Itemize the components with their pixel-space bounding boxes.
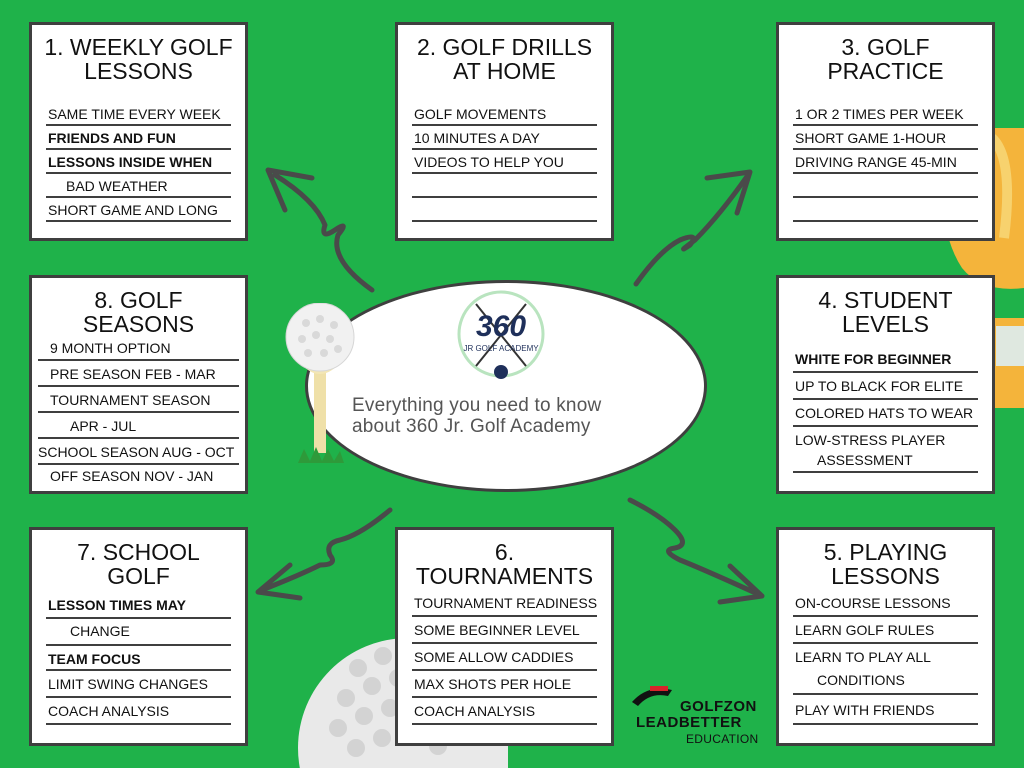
brand-name: GOLFZON xyxy=(680,698,757,715)
list-item: DRIVING RANGE 45-MIN xyxy=(793,150,978,174)
golfer-icon xyxy=(628,682,678,710)
list-item: MAX SHOTS PER HOLE xyxy=(412,671,597,698)
arrow-to-school xyxy=(262,510,390,590)
list-item: 1 OR 2 TIMES PER WEEK xyxy=(793,102,978,126)
golf-tee-icon xyxy=(284,303,360,465)
list-item: SHORT GAME AND LONG xyxy=(46,198,231,222)
list-item: CHANGE xyxy=(70,623,130,639)
box-title: 1. WEEKLY GOLF LESSONS xyxy=(44,34,233,84)
list-item: CONDITIONS xyxy=(793,668,978,695)
brand-edu: EDUCATION xyxy=(686,732,759,746)
box-title: 4. STUDENT LEVELS xyxy=(818,287,953,337)
list-item: TOURNAMENT SEASON xyxy=(38,387,239,413)
logo-number: 360 xyxy=(475,310,527,343)
box-weekly-lessons xyxy=(29,22,248,241)
list-item xyxy=(412,174,597,198)
list-item: COLORED HATS TO WEAR xyxy=(793,400,978,427)
list-item: LOW-STRESS PLAYER xyxy=(795,432,946,448)
box-title: 3. GOLF PRACTICE xyxy=(827,34,944,84)
arrow-to-weekly xyxy=(275,175,372,290)
list-item: LEARN TO PLAY ALL xyxy=(795,649,931,665)
list-item: SAME TIME EVERY WEEK xyxy=(46,102,231,126)
list-item: SOME BEGINNER LEVEL xyxy=(412,617,597,644)
academy-logo xyxy=(448,290,554,382)
list-item: SOME ALLOW CADDIES xyxy=(412,644,597,671)
brand-sub: LEADBETTER xyxy=(636,714,742,731)
list-item: 10 MINUTES A DAY xyxy=(412,126,597,150)
box-title: 7. SCHOOL GOLF xyxy=(77,539,200,589)
box-student-levels xyxy=(776,275,995,494)
list-item: LIMIT SWING CHANGES xyxy=(46,671,231,698)
list-item: SCHOOL SEASON AUG - OCT xyxy=(38,439,239,465)
list-item: LESSONS INSIDE WHEN xyxy=(46,150,231,174)
arrow-to-playing xyxy=(630,500,760,595)
list-item: 9 MONTH OPTION xyxy=(38,335,239,361)
list-item: COACH ANALYSIS xyxy=(412,698,597,725)
box-school-golf xyxy=(29,527,248,746)
list-item: PLAY WITH FRIENDS xyxy=(793,695,978,725)
box-title: 5. PLAYING LESSONS xyxy=(823,539,948,589)
box-golf-drills xyxy=(395,22,614,241)
list-item: BAD WEATHER xyxy=(46,174,231,198)
list-item: PRE SEASON FEB - MAR xyxy=(38,361,239,387)
list-item: LEARN GOLF RULES xyxy=(793,617,978,644)
logo-caption: JR GOLF ACADEMY xyxy=(463,344,539,353)
list-item: LESSON TIMES MAY xyxy=(46,592,231,619)
list-item: TEAM FOCUS xyxy=(46,644,231,671)
arrow-to-practice xyxy=(636,175,748,284)
list-item: COACH ANALYSIS xyxy=(46,698,231,725)
golfzon-leadbetter-logo xyxy=(628,680,768,750)
list-item: TOURNAMENT READINESS xyxy=(412,590,597,617)
list-item: SHORT GAME 1-HOUR xyxy=(793,126,978,150)
list-item: UP TO BLACK FOR ELITE xyxy=(793,373,978,400)
box-title: 8. GOLF SEASONS xyxy=(82,287,195,337)
box-title: 6. TOURNAMENTS xyxy=(415,539,594,589)
box-golf-practice xyxy=(776,22,995,241)
list-item xyxy=(412,198,597,222)
box-tournaments xyxy=(395,527,614,746)
list-item: VIDEOS TO HELP YOU xyxy=(412,150,597,174)
list-item: GOLF MOVEMENTS xyxy=(412,102,597,126)
list-item xyxy=(793,174,978,198)
list-item xyxy=(793,198,978,222)
box-playing-lessons xyxy=(776,527,995,746)
list-item: OFF SEASON NOV - JAN xyxy=(50,468,214,484)
box-golf-seasons xyxy=(29,275,248,494)
box-title: 2. GOLF DRILLS AT HOME xyxy=(416,34,593,84)
list-item: FRIENDS AND FUN xyxy=(46,126,231,150)
center-headline: Everything you need to know about 360 Jr. Golf Academy xyxy=(352,395,602,437)
list-item: ASSESSMENT xyxy=(793,449,978,473)
list-item: WHITE FOR BEGINNER xyxy=(793,346,978,373)
list-item: ON-COURSE LESSONS xyxy=(793,590,978,617)
list-item: APR - JUL xyxy=(38,413,239,439)
